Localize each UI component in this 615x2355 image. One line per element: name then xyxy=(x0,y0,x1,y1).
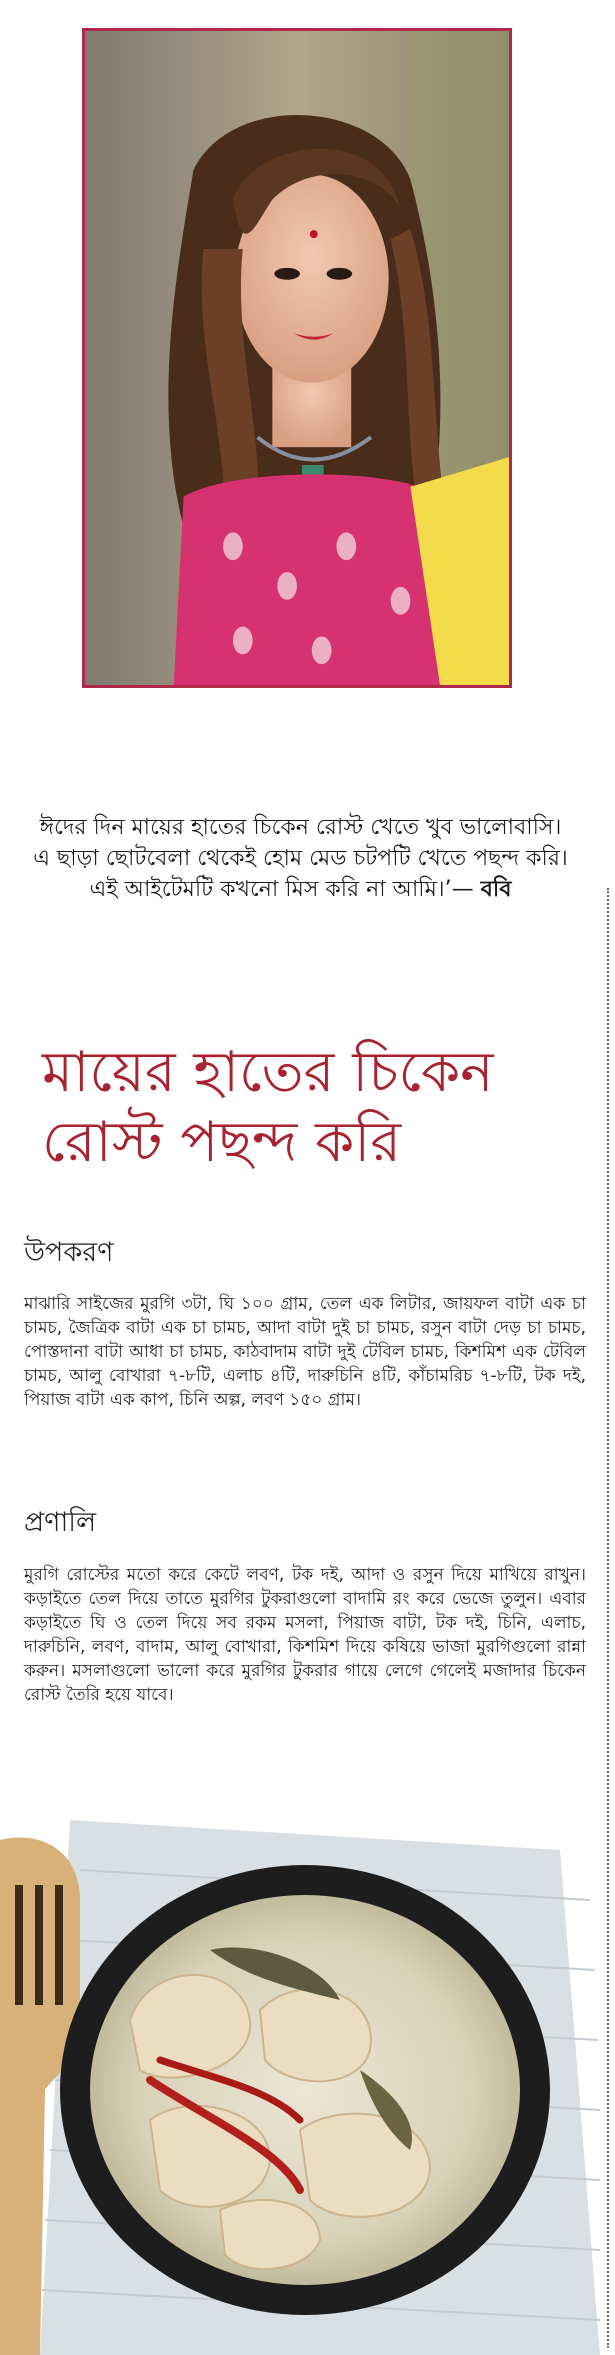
method-text: মুরগি রোস্টের মতো করে কেটে লবণ, টক দই, আদা ও রসুন দিয়ে মাখিয়ে রাখুন। কড়াইতে তেল দিয়ে তাতে মুরগির টুকরাগুলো বাদামি রং করে ভেজে তুলুন। এবার কড়াইতে ঘি ও তেল দিয়ে সব রকম মসলা, পিয়াজ বাটা, টক দই, চিনি, এলাচ, দারুচিনি, লবণ, বাদাম, আলু বোখারা, কিশমিশ দিয়ে কষিয়ে ভাজা মুরগিগুলো রান্না করুন। মসলাগুলো ভালো করে মুরগির টুকরার গায়ে লেগে গেলেই মজাদার চিকেন রোস্ট তৈরি হয়ে যাবে। xyxy=(24,1565,586,1705)
ingredients-title: উপকরণ xyxy=(24,1237,114,1268)
column-divider xyxy=(607,888,609,2348)
celebrity-quote xyxy=(28,812,573,905)
method-title: প্রণালি xyxy=(24,1507,97,1538)
quote-text: ঈদের দিন মায়ের হাতের চিকেন রোস্ট খেতে খুব ভালোবাসি। এ ছাড়া ছোটবেলা থেকেই হোম মেড চটপটি খেতে পছন্দ করি। এই আইটেমটি কখনো মিস করি না আমি।’— xyxy=(33,815,568,902)
article-headline: মায়ের হাতের চিকেন রোস্ট পছন্দ করি xyxy=(42,1040,494,1175)
chicken-roast-photo xyxy=(0,1790,600,2355)
quote-author: ববি xyxy=(480,877,512,902)
portrait-photo xyxy=(82,28,512,688)
ingredients-text: মাঝারি সাইজের মুরগি ৩টা, ঘি ১০০ গ্রাম, তেল এক লিটার, জায়ফল বাটা এক চা চামচ, জৈত্রিক বাটা এক চা চামচ, আদা বাটা দুই চা চামচ, রসুন বাটা দেড় চা চামচ, পোস্তদানা বাটা আধা চা চামচ, কাঠবাদাম বাটা দুই টেবিল চামচ, কিশমিশ এক টেবিল চামচ, আলু বোখারা ৭-৮টি, এলাচ ৪টি, দারুচিনি ৪টি, কাঁচামরিচ ৭-৮টি, টক দই, পিয়াজ বাটা এক কাপ, চিনি অল্প, লবণ ১৫০ গ্রাম। xyxy=(24,1294,586,1410)
